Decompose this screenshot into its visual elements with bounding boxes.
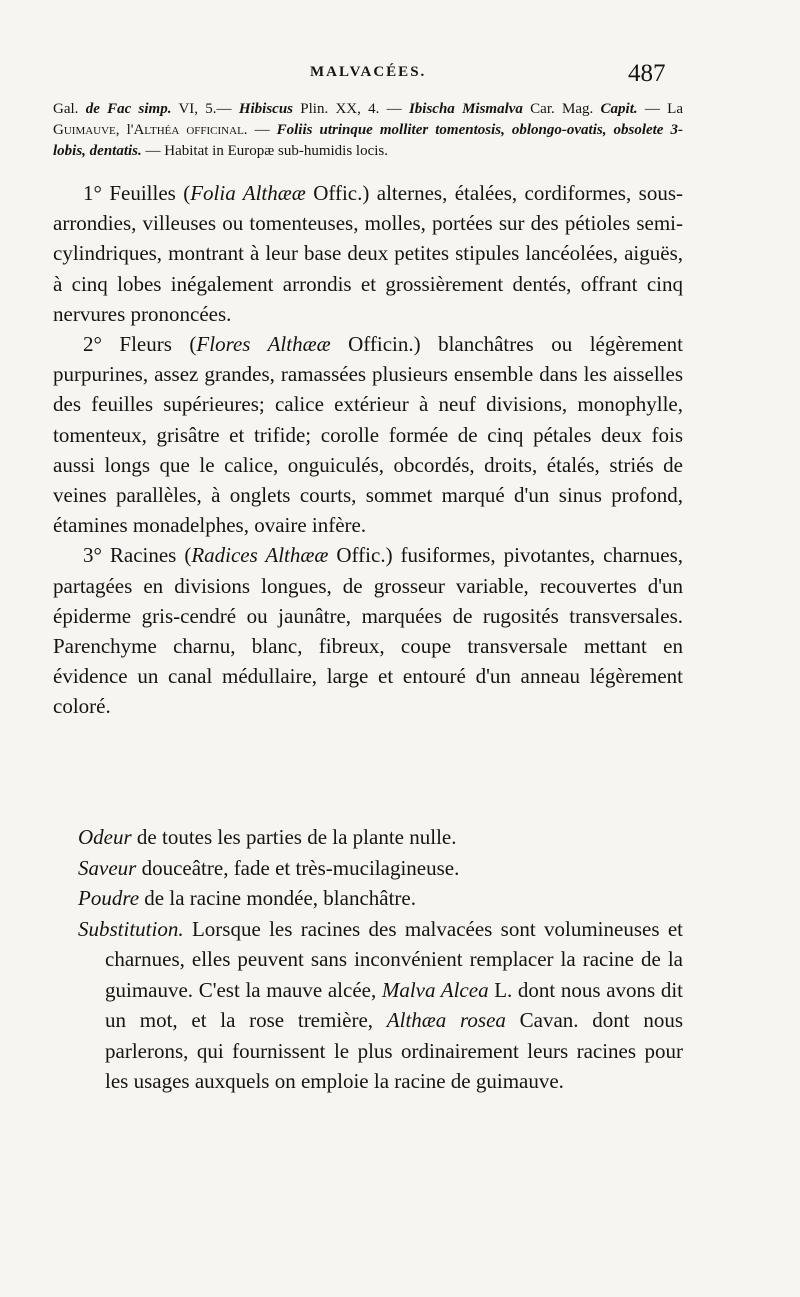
page-number: 487: [628, 60, 666, 87]
synonym-smallcaps: Guimauve: [53, 122, 116, 138]
latin-name: Flores Althææ: [196, 332, 331, 357]
substitution-text: Cavan. dont nous parlerons, qui fournissent le plus ordinairement leurs racines pour les usages auxquels on emploie la racine de guimauve.: [105, 1008, 684, 1093]
latin-name: Folia Althææ: [190, 181, 306, 205]
latin-name: Radices Althææ: [191, 543, 329, 568]
poudre-text: de la racine mondée, blanchâtre.: [139, 886, 416, 910]
poudre-line: [78, 883, 683, 914]
substitution-text: L. dont nous avons dit un mot, et la rose tremière,: [105, 977, 683, 1032]
main-text: [53, 178, 683, 722]
synonym-text: — La: [637, 101, 683, 117]
paragraph-text: Offic.) alternes, étalées, cordiformes, sous-arrondies, villeuses ou tomenteuses, molles, portées sur des pétioles semi-cylindriques, montrant à leur base deux petites stipules lancéolées, aiguës, à cinq lobes inégalement arrondis et grossièrement dentés, offrant cinq nervures prononcées.: [53, 181, 683, 326]
paragraph-text: Feuilles (: [101, 181, 191, 205]
synonym-smallcaps: Althéa officinal: [133, 122, 244, 138]
saveur-label: Saveur: [78, 855, 137, 880]
synonym-text: — Habitat in Europæ sub-humidis locis.: [141, 143, 388, 159]
saveur-text: douceâtre, fade et très-mucilagineuse.: [136, 855, 460, 880]
synonym-italic: de Fac simp.: [85, 101, 172, 117]
synonym-italic: Capit.: [600, 101, 638, 117]
synonym-italic: Hibiscus: [238, 101, 294, 117]
leaves-paragraph: [53, 178, 683, 329]
synonym-text: Gal.: [53, 101, 86, 117]
section-number: 1°: [83, 181, 102, 205]
synonym-text: Plin. XX, 4. —: [293, 101, 409, 117]
running-title: MALVACÉES.: [310, 64, 427, 80]
saveur-line: [78, 853, 683, 884]
synonym-text: , l': [115, 122, 134, 138]
synonym-text: . —: [243, 122, 277, 138]
substitution-label: Substitution.: [78, 916, 184, 941]
section-number: 3°: [83, 543, 102, 568]
paragraph-text: Officin.) blanchâtres ou légèrement purpurines, assez grandes, ramassées plusieurs ensemble dans les aisselles des feuilles supérieures; calice extérieur à neuf divisions, monophylle, tomenteux, grisâtre et trifide; corolle formée de cinq pétales deux fois aussi longs que le calice, onguiculés, obcordés, droits, étalés, striés de veines parallèles, à onglets courts, sommet marqué d'un sinus profond, étamines monadelphes, ovaire infère.: [53, 332, 683, 538]
synonym-italic: Foliis utrinque molliter tomentosis, oblongo-ovatis, obsolete 3-lobis, dentatis.: [53, 122, 683, 159]
synonym-text: VI, 5.—: [171, 101, 239, 117]
characteristics-list: [78, 822, 683, 1097]
latin-name: Malva Alcea: [381, 977, 489, 1002]
odeur-line: [78, 822, 683, 853]
paragraph-text: Fleurs (: [101, 332, 197, 357]
latin-name: Althæa rosea: [386, 1008, 506, 1032]
synonyms-paragraph: [53, 99, 683, 162]
odeur-text: de toutes les parties de la plante nulle.: [131, 825, 457, 849]
flowers-paragraph: [53, 329, 683, 540]
substitution-paragraph: [78, 914, 683, 1097]
running-head: [0, 60, 800, 90]
synonym-italic: Ibischa Mismalva: [408, 101, 523, 117]
roots-paragraph: [53, 540, 683, 721]
paragraph-text: Racines (: [101, 543, 192, 568]
synonym-text: Car. Mag.: [522, 101, 601, 117]
section-number: 2°: [83, 332, 102, 357]
odeur-label: Odeur: [78, 825, 132, 849]
poudre-label: Poudre: [78, 886, 140, 910]
paragraph-text: Offic.) fusiformes, pivotantes, charnues, partagées en divisions longues, de grosseur variable, recouvertes d'un épiderme gris-cendré ou jaunâtre, marquées de rugosités transversales. Parenchyme charnu, blanc, fibreux, coupe transversale mettant en évidence un canal médullaire, large et entouré d'un anneau légèrement coloré.: [53, 543, 683, 719]
substitution-text: Lorsque les racines des malvacées sont volumineuses et charnues, elles peuvent sans inconvénient remplacer la racine de la guimauve. C'est la mauve alcée,: [105, 916, 683, 1002]
